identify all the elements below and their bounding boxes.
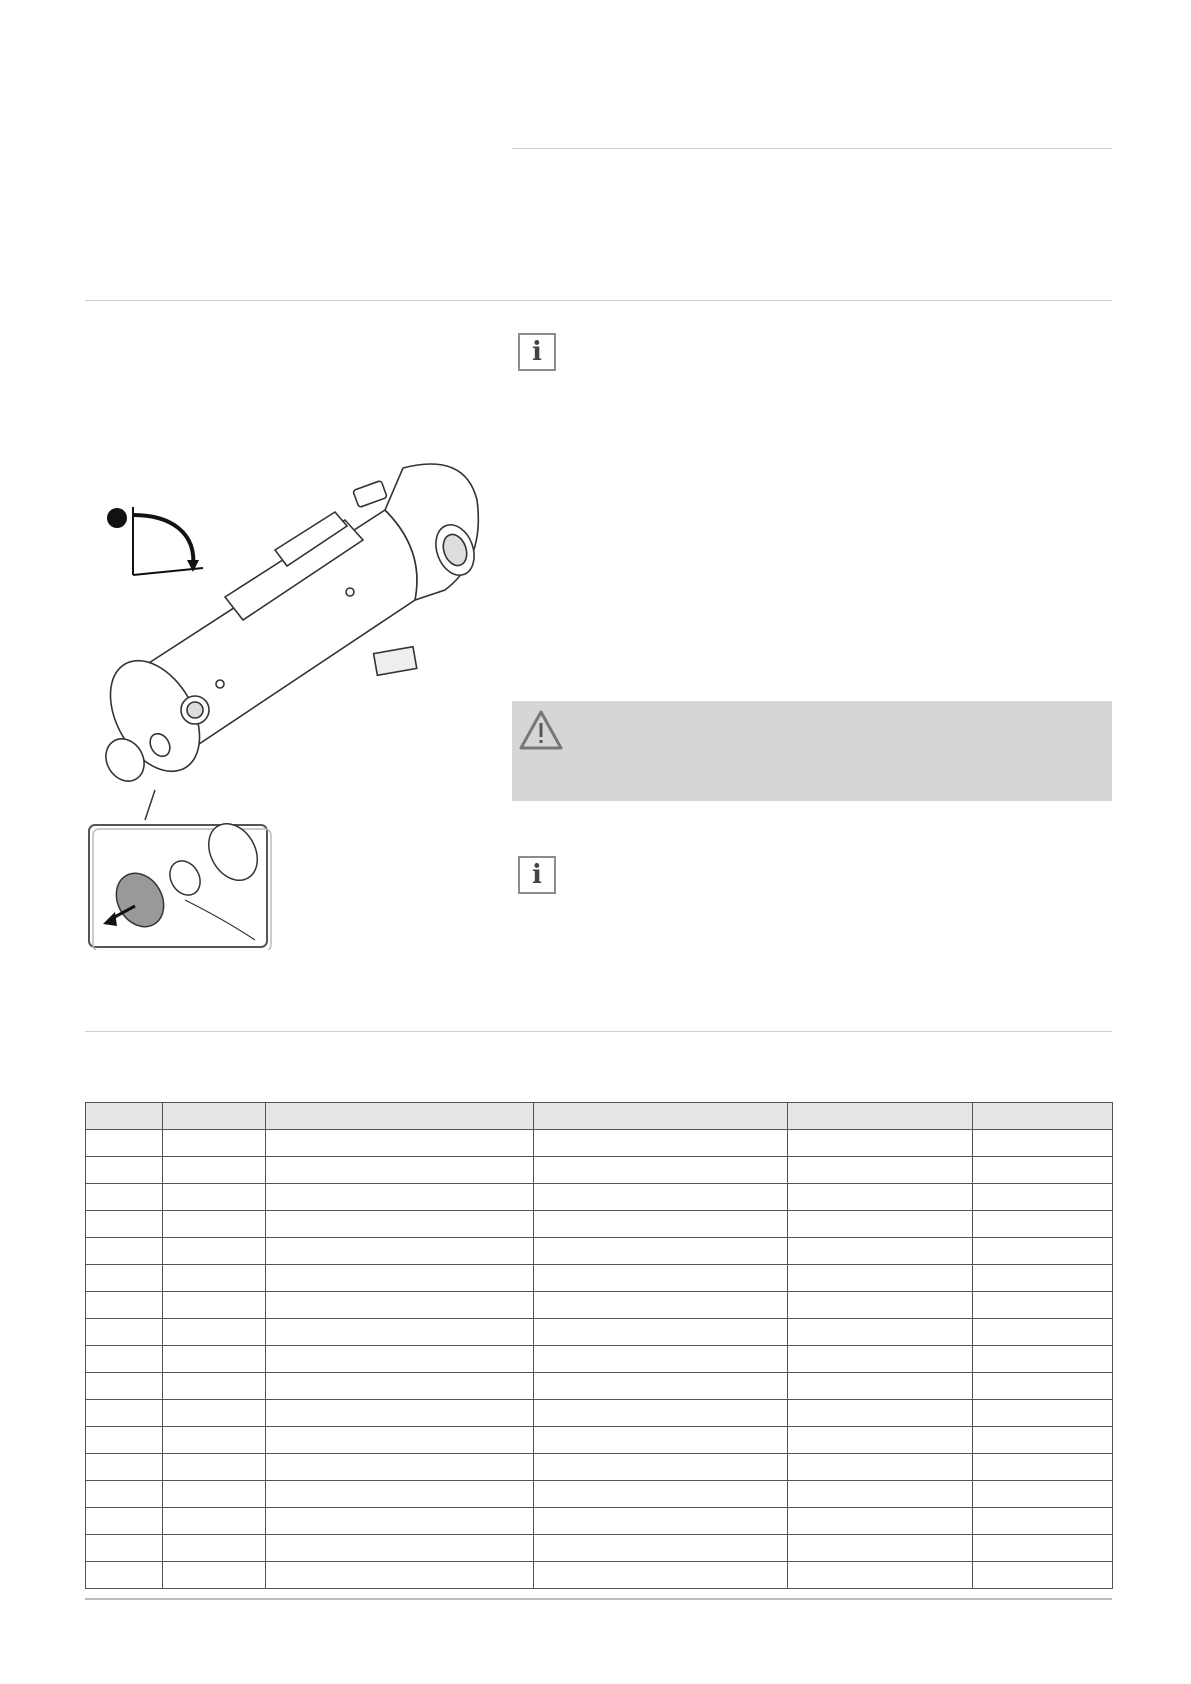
table-cell [534,1373,788,1400]
table-cell [973,1535,1113,1562]
table-cell [788,1562,973,1589]
table-cell [266,1211,534,1238]
table-cell [266,1157,534,1184]
table-cell [534,1508,788,1535]
table-row [86,1427,1113,1454]
table-cell [86,1427,163,1454]
table-cell [266,1238,534,1265]
table-cell [86,1373,163,1400]
data-table [85,1102,1113,1589]
table-row [86,1373,1113,1400]
table-row [86,1157,1113,1184]
table-header-cell [973,1103,1113,1130]
table-cell [788,1184,973,1211]
table-cell [163,1184,266,1211]
table-cell [86,1292,163,1319]
table-cell [534,1454,788,1481]
table-cell [534,1319,788,1346]
table-header-cell [534,1103,788,1130]
table-cell [266,1292,534,1319]
table-cell [266,1373,534,1400]
info-icon: i [518,333,556,371]
table-cell [163,1157,266,1184]
table-row [86,1184,1113,1211]
table-cell [163,1292,266,1319]
table-cell [266,1400,534,1427]
table-cell [266,1130,534,1157]
table-cell [788,1157,973,1184]
table-cell [788,1292,973,1319]
table-cell [973,1319,1113,1346]
table-cell [86,1400,163,1427]
table-cell [534,1157,788,1184]
table-row [86,1265,1113,1292]
table-cell [266,1265,534,1292]
table-cell [534,1535,788,1562]
table-row [86,1292,1113,1319]
table-cell [86,1508,163,1535]
table-cell [86,1535,163,1562]
table-cell [973,1184,1113,1211]
table-cell [163,1319,266,1346]
table-cell [788,1130,973,1157]
table-cell [266,1184,534,1211]
table-cell [788,1319,973,1346]
warning-triangle-icon [518,709,564,751]
table-row [86,1562,1113,1589]
table-cell [534,1211,788,1238]
table-row [86,1535,1113,1562]
table-cell [788,1373,973,1400]
table-cell [266,1508,534,1535]
table-cell [788,1508,973,1535]
table-cell [534,1346,788,1373]
warning-box [512,701,1112,801]
table-cell [534,1265,788,1292]
table-cell [973,1427,1113,1454]
rotation-indicator-icon [107,507,203,575]
table-cell [788,1211,973,1238]
table-cell [266,1319,534,1346]
table-header-cell [266,1103,534,1130]
table-row [86,1508,1113,1535]
table-cell [788,1346,973,1373]
table-cell [973,1373,1113,1400]
table-section-rule [85,1031,1112,1032]
table-cell [86,1319,163,1346]
table-cell [163,1535,266,1562]
table-cell [86,1346,163,1373]
table-cell [973,1292,1113,1319]
table-cell [973,1346,1113,1373]
table-cell [163,1265,266,1292]
table-cell [973,1400,1113,1427]
table-cell [534,1184,788,1211]
table-cell [86,1130,163,1157]
table-cell [973,1454,1113,1481]
table-cell [973,1562,1113,1589]
table-cell [86,1265,163,1292]
table-cell [86,1157,163,1184]
table-cell [266,1427,534,1454]
table-cell [534,1400,788,1427]
table-cell [788,1481,973,1508]
table-cell [973,1265,1113,1292]
table-cell [534,1562,788,1589]
table-cell [163,1346,266,1373]
table-cell [163,1427,266,1454]
table-header-cell [788,1103,973,1130]
table-cell [973,1211,1113,1238]
water-heater-illustration [85,460,495,950]
table-row [86,1346,1113,1373]
table-row [86,1400,1113,1427]
table-cell [534,1238,788,1265]
table-cell [86,1211,163,1238]
table-cell [266,1454,534,1481]
table-header-cell [86,1103,163,1130]
section-rule [85,300,1112,301]
table-cell [86,1454,163,1481]
table-cell [788,1400,973,1427]
table-row [86,1211,1113,1238]
table-cell [163,1373,266,1400]
table-cell [86,1481,163,1508]
table-row [86,1319,1113,1346]
table-cell [973,1238,1113,1265]
table-row [86,1130,1113,1157]
table-row [86,1481,1113,1508]
table-cell [266,1562,534,1589]
table-cell [266,1481,534,1508]
table-cell [788,1535,973,1562]
table-cell [534,1427,788,1454]
table-cell [788,1238,973,1265]
table-cell [163,1130,266,1157]
table-cell [973,1130,1113,1157]
table-cell [163,1400,266,1427]
table-cell [163,1508,266,1535]
table-cell [163,1481,266,1508]
table-cell [163,1454,266,1481]
table-cell [973,1508,1113,1535]
table-cell [86,1562,163,1589]
table-row [86,1238,1113,1265]
table-cell [266,1535,534,1562]
table-cell [534,1292,788,1319]
table-cell [788,1454,973,1481]
top-rule [512,148,1112,149]
table-cell [788,1427,973,1454]
detail-inset [89,815,271,950]
table-header-cell [163,1103,266,1130]
table-cell [973,1481,1113,1508]
table-header-row [86,1103,1113,1130]
table-cell [86,1238,163,1265]
table-cell [163,1562,266,1589]
table-cell [534,1130,788,1157]
table-cell [973,1157,1113,1184]
table-cell [163,1211,266,1238]
table-cell [86,1184,163,1211]
info-icon: i [518,856,556,894]
bottom-rule [85,1598,1112,1600]
table-row [86,1454,1113,1481]
table-cell [266,1346,534,1373]
table-cell [163,1238,266,1265]
table-cell [534,1481,788,1508]
table-cell [788,1265,973,1292]
